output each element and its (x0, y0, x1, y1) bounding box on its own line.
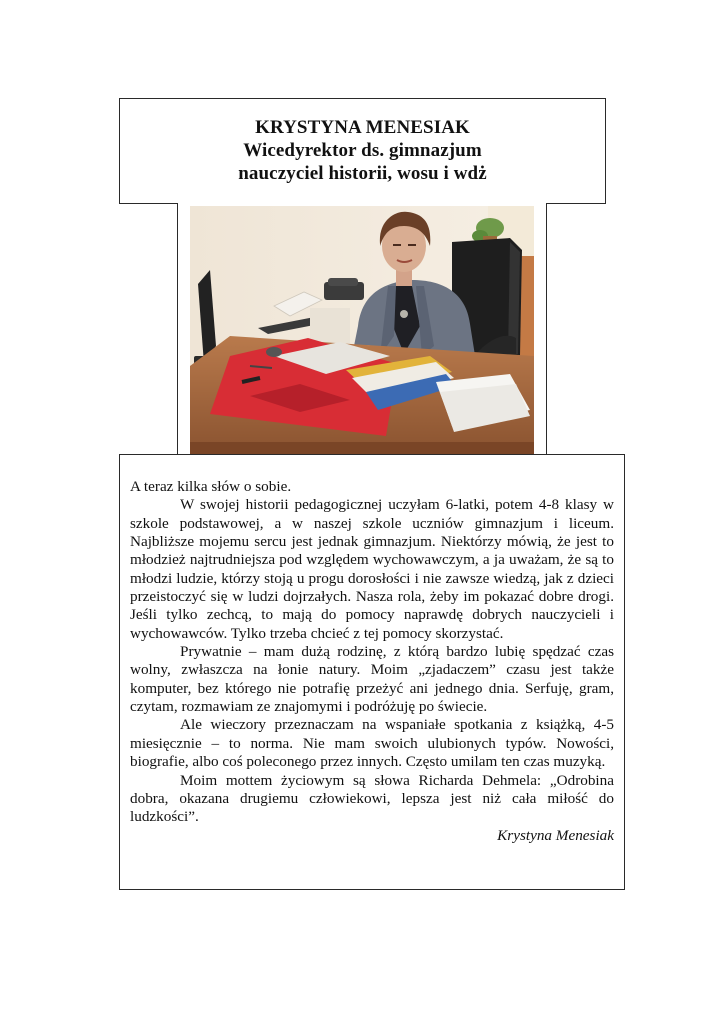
portrait-photo-icon (190, 206, 534, 454)
bio-paragraph: Ale wieczory przeznaczam na wspaniałe spotkania z książką, 4-5 miesięcznie – to norma. Nie mam swoich ulubionych typów. Nowości, biografie, albo coś poleconego przez innych. Często umilam ten czas muzyką. (130, 716, 614, 771)
photo-frame (177, 203, 547, 455)
teacher-role: nauczyciel historii, wosu i wdż (238, 163, 487, 184)
author-signature: Krystyna Menesiak (497, 826, 614, 844)
bio-text-box (119, 454, 625, 890)
bio-intro: A teraz kilka słów o sobie. (130, 478, 292, 495)
bio-paragraph: W swojej historii pedagogicznej uczyłam 6-latki, potem 4-8 klasy w szkole podstawowej, a w naszej szkole uczniów gimnazjum i liceum. Najbliższe mojemu sercu jest jednak gimnazjum. Niektórzy mówią, że jest to młodzież najtrudniejsza pod względem wychowawczym, a ja uważam, że są to młodzi ludzie, którzy stoją u progu dorosłości i nie zawsze wiedzą, jak z dzieci przeistoczyć się w ludzi dojrzałych. Nasza rola, żeby im pokazać dobre drogi. Jeśli tylko zechcą, to mają do pomocy naprawdę dobrych nauczycieli i wychowawców. Tylko trzeba chcieć z tej pomocy skorzystać. (130, 496, 614, 642)
teacher-position: Wicedyrektor ds. gimnazjum (243, 140, 482, 161)
bio-paragraph: Moim mottem życiowym są słowa Richarda Dehmela: „Odrobina dobra, okazana drugiemu człowiekowi, lepsza jest niż cała miłość do ludzkości”. (130, 771, 614, 826)
bio-paragraph: Prywatnie – mam dużą rodzinę, z którą bardzo lubię spędzać czas wolny, zwłaszcza na łonie natury. Moim „zjadaczem” czasu jest także komputer, bez którego nie potrafię przeżyć ani jednego dnia. Serfuję, gram, czytam, rozmawiam ze znajomymi i podróżuję po świecie. (130, 643, 614, 716)
teacher-name: KRYSTYNA MENESIAK (255, 117, 470, 138)
title-box (119, 98, 606, 204)
